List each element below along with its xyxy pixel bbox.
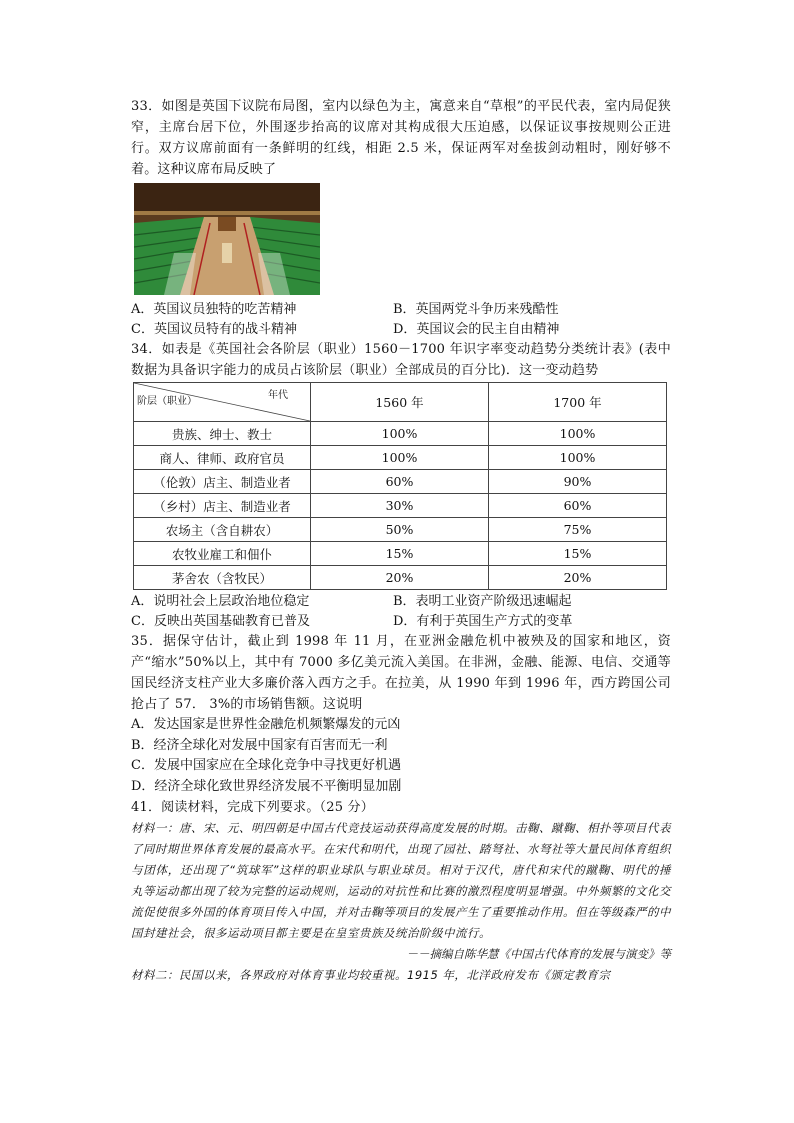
table-row xyxy=(134,542,667,566)
cell-1700: 90% xyxy=(489,470,667,494)
q35-stem: 35．据保守估计，截止到 1998 年 11 月，在亚洲金融危机中被殃及的国家和地区，资产“缩水”50%以上，其中有 7000 多亿美元流入美国。在非洲，金融、能源、电信、交通等国民经济支柱产业大多廉价落入西方之手。在拉美，从 1990 年到 1996 年，西方跨国公司抢占了 57． 3%的市场销售额。这说明 xyxy=(131,634,671,712)
table-row xyxy=(134,518,667,542)
row-label: （伦敦）店主、制造业者 xyxy=(134,470,311,494)
cell-1700: 75% xyxy=(489,518,667,542)
row-label: 商人、律师、政府官员 xyxy=(134,446,311,470)
q34-option-b[interactable]: B．表明工业资产阶级迅速崛起 xyxy=(393,594,572,609)
header-class-label: 阶层（职业） xyxy=(137,396,197,407)
cell-1560: 60% xyxy=(311,470,489,494)
row-label: 贵族、绅士、教士 xyxy=(134,422,311,446)
q35-option-c[interactable]: C．发展中国家应在全球化竞争中寻找更好机遇 xyxy=(131,758,401,773)
cell-1700: 100% xyxy=(489,446,667,470)
cell-1700: 100% xyxy=(489,422,667,446)
cell-1560: 100% xyxy=(311,446,489,470)
q33-option-a[interactable]: A．英国议员独特的吃苦精神 xyxy=(131,302,297,317)
q41-stem: 41．阅读材料，完成下列要求。（25 分） xyxy=(131,800,374,815)
cell-1700: 15% xyxy=(489,542,667,566)
q34-option-a[interactable]: A．说明社会上层政治地位稳定 xyxy=(131,594,310,609)
cell-1700: 60% xyxy=(489,494,667,518)
cell-1700: 20% xyxy=(489,566,667,590)
q33-options-row2 xyxy=(131,320,671,340)
literacy-table xyxy=(133,382,667,590)
row-label: 农牧业雇工和佃仆 xyxy=(134,542,311,566)
cell-1560: 15% xyxy=(311,542,489,566)
q35-option-d[interactable]: D．经济全球化致世界经济发展不平衡明显加剧 xyxy=(131,778,402,794)
table-row xyxy=(134,566,667,590)
table-row xyxy=(134,422,667,446)
header-1560: 1560 年 xyxy=(311,383,489,422)
table-row xyxy=(134,446,667,470)
header-year-label: 年代 xyxy=(268,390,288,401)
q33-option-d[interactable]: D．英国议会的民主自由精神 xyxy=(393,321,560,337)
q34-option-c[interactable]: C．反映出英国基础教育已普及 xyxy=(131,613,310,629)
q34-options-row2 xyxy=(131,612,671,632)
house-of-commons-photo xyxy=(134,183,320,295)
table-row xyxy=(134,470,667,494)
cell-1560: 20% xyxy=(311,566,489,590)
q41-source-1: －－摘编自陈华慧《中国古代体育的发展与演变》等 xyxy=(406,947,671,961)
header-1700: 1700 年 xyxy=(489,383,667,422)
row-label: （乡村）店主、制造业者 xyxy=(134,494,311,518)
table-row xyxy=(134,494,667,518)
cell-1560: 100% xyxy=(311,422,489,446)
q41-material-2: 材料二：民国以来，各界政府对体育事业均较重视。1915 年，北洋政府发布《颁定教育宗 xyxy=(131,968,611,982)
q33-stem: 33．如图是英国下议院布局图，室内以绿色为主，寓意来自“草根”的平民代表，室内局促狭窄，主席台居下位，外围逐步抬高的议席对其构成很大压迫感，以保证议事按规则公正进行。双方议席前面有一条鲜明的红线，相距 2.5 米，保证两军对垒拔剑动粗时，刚好够不着。这种议席布局反映了 xyxy=(131,99,671,177)
row-label: 茅舍农（含牧民） xyxy=(134,566,311,590)
q41-material-1: 材料一：唐、宋、元、明四朝是中国古代竞技运动获得高度发展的时期。击鞠、蹴鞠、相扑等项目代表了同时期世界体育发展的最高水平。在宋代和明代，出现了园社、踏弩社、水弩社等大量民间体育组织与团体，还出现了“筑球军”这样的职业球队与职业球员。相对于汉代，唐代和宋代的蹴鞠、明代的捶丸等运动都出现了较为完整的运动规则，运动的对抗性和比赛的激烈程度明显增强。中外频繁的文化交流促使很多外国的体育项目传入中国，并对击鞠等项目的发展产生了重要推动作用。但在等级森严的中国封建社会，很多运动项目都主要是在皇室贵族及统治阶级中流行。 xyxy=(131,821,671,940)
exam-page xyxy=(131,96,671,986)
q33-option-c[interactable]: C．英国议员特有的战斗精神 xyxy=(131,321,297,337)
q34-options-row1 xyxy=(131,592,671,612)
row-label: 农场主（含自耕农） xyxy=(134,518,311,542)
q35-option-a[interactable]: A．发达国家是世界性金融危机频繁爆发的元凶 xyxy=(131,717,401,732)
q33-options-row1 xyxy=(131,300,671,320)
cell-1560: 50% xyxy=(311,518,489,542)
table-header-row xyxy=(134,383,667,422)
q34-option-d[interactable]: D．有利于英国生产方式的变革 xyxy=(393,613,573,629)
cell-1560: 30% xyxy=(311,494,489,518)
q34-stem: 34．如表是《英国社会各阶层（职业）1560－1700 年识字率变动趋势分类统计表》(表中数据为具备识字能力的成员占该阶层（职业）全部成员的百分比)．这一变动趋势 xyxy=(131,342,671,378)
q35-option-b[interactable]: B．经济全球化对发展中国家有百害而无一利 xyxy=(131,737,388,753)
q33-option-b[interactable]: B．英国两党斗争历来残酷性 xyxy=(393,302,559,317)
table-corner-cell xyxy=(134,383,311,422)
